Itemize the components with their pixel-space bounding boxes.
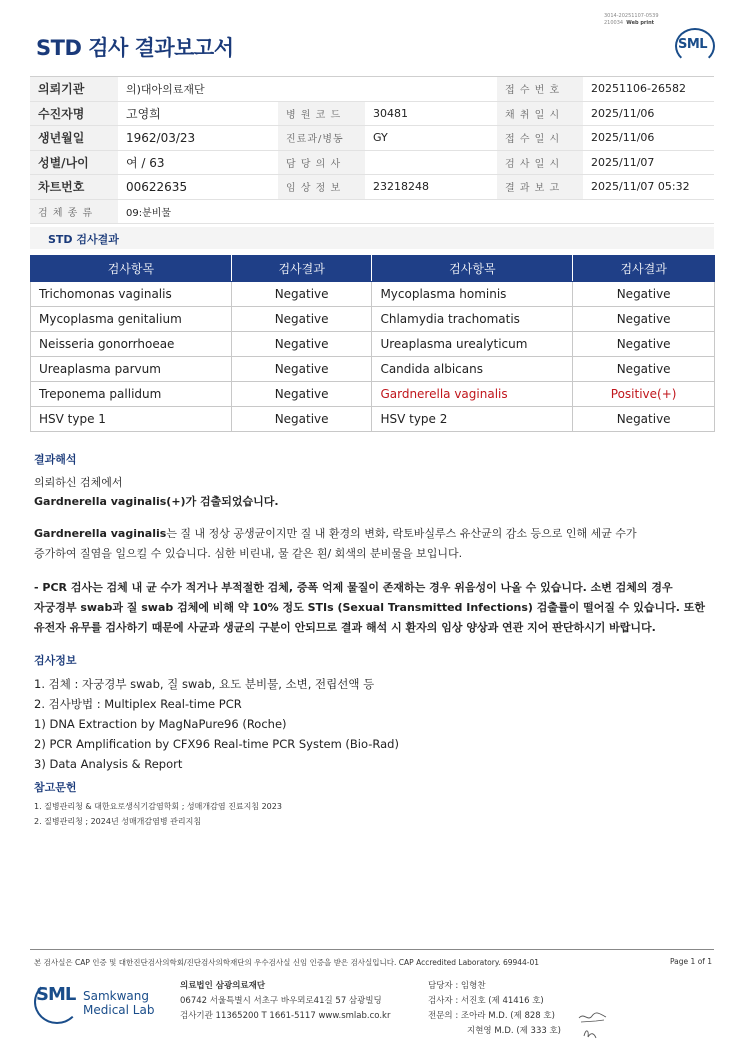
results-header-row (31, 256, 715, 282)
interpretation-paragraph-2 (34, 578, 705, 638)
test-item: Chlamydia trachomatis (372, 307, 573, 332)
col-header-result: 검사결과 (231, 256, 372, 282)
dob-label: 생년월일 (30, 126, 118, 151)
specimen-label: 검 체 종 류 (30, 199, 118, 224)
paragraph-line: - PCR 검사는 검체 내 균 수가 적거나 부적절한 검체, 증폭 억제 물질이 존재하는 경우 위음성이 나올 수 있습니다. 소변 검체의 경우 (34, 581, 673, 594)
info-row (30, 150, 714, 175)
test-result: Negative (231, 357, 372, 382)
test-result: Negative (573, 332, 715, 357)
info-row (30, 175, 714, 200)
patient-info-table (30, 76, 714, 224)
patient-value: 고영희 (118, 101, 278, 126)
page-number: Page 1 of 1 (670, 957, 713, 966)
test-result: Negative (573, 357, 715, 382)
sml-logo (675, 28, 713, 62)
test-item: Trichomonas vaginalis (31, 282, 232, 307)
results-table (30, 255, 715, 432)
paragraph-line (34, 524, 637, 544)
test-result: Negative (231, 282, 372, 307)
table-row (31, 282, 715, 307)
staff-name: 임형찬 (460, 981, 486, 991)
test-item-positive: Gardnerella vaginalis (372, 382, 573, 407)
dob-value: 1962/03/23 (118, 126, 278, 151)
test-item: Ureaplasma urealyticum (372, 332, 573, 357)
print-code-line2 (604, 20, 659, 27)
test-result: Negative (573, 407, 715, 432)
test-info-line: 1) DNA Extraction by MagNaPure96 (Roche) (34, 717, 287, 731)
specialist-name-1: 조아라 M.D. (제 828 호) (460, 1011, 555, 1021)
table-row (31, 407, 715, 432)
chart-label: 차트번호 (30, 175, 118, 200)
report-date-value: 2025/11/07 05:32 (583, 175, 714, 200)
test-result: Negative (231, 307, 372, 332)
table-row (31, 307, 715, 332)
test-item: HSV type 1 (31, 407, 232, 432)
reference-item: 2. 질병관리청 ; 2024년 성매개감염병 관리지침 (34, 817, 202, 826)
doctor-value (365, 150, 497, 175)
requester-value: 의)대아의료재단 (118, 77, 497, 102)
dept-value: GY (365, 126, 497, 151)
test-item: Mycoplasma hominis (372, 282, 573, 307)
test-item: Neisseria gonorrhoeae (31, 332, 232, 357)
test-result: Negative (231, 407, 372, 432)
results-section-header (30, 227, 714, 249)
footer-logo-name (83, 989, 154, 1017)
interpretation-paragraph-1 (34, 524, 637, 564)
test-info-list (34, 674, 399, 774)
collect-date-value: 2025/11/06 (583, 101, 714, 126)
chart-value: 00622635 (118, 175, 278, 200)
interpretation-line1: 의뢰하신 검체에서 (34, 476, 123, 489)
staff-label: 담당자 : (428, 981, 459, 991)
test-item: Mycoplasma genitalium (31, 307, 232, 332)
table-row (31, 357, 715, 382)
tester-row (428, 994, 561, 1009)
logo-text: SML (678, 37, 708, 52)
interpretation-line2: Gardnerella vaginalis(+)가 검출되었습니다. (34, 495, 279, 508)
info-row (30, 126, 714, 151)
hospital-code-value: 30481 (365, 101, 497, 126)
test-info-line: 1. 검체 : 자궁경부 swab, 질 swab, 요도 분비물, 소변, 전립선액 등 (34, 677, 375, 691)
hospital-code-label: 병 원 코 드 (278, 101, 365, 126)
test-info-line: 2. 검사방법 : Multiplex Real-time PCR (34, 697, 242, 711)
specialist-label: 전문의 : (428, 1011, 459, 1021)
info-row (30, 101, 714, 126)
paragraph-text: 는 질 내 정상 공생균이지만 질 내 환경의 변화, 락토바실루스 유산균의 감소 등으로 인해 세균 수가 (166, 527, 637, 540)
print-code-number: 210034 (604, 20, 624, 26)
test-result: Negative (231, 382, 372, 407)
clinical-value: 23218248 (365, 175, 497, 200)
paragraph-line: 증가하여 질염을 일으킬 수 있습니다. 심한 비린내, 물 같은 흰/ 회색의 분비물을 보입니다. (34, 547, 463, 560)
footer-divider (30, 949, 714, 950)
test-result: Negative (573, 282, 715, 307)
test-result: Negative (231, 332, 372, 357)
report-title: STD 검사 결과보고서 (36, 36, 234, 60)
references-list (34, 799, 282, 829)
accession-label: 접 수 번 호 (497, 77, 583, 102)
tester-name: 서진호 (제 41416 호) (460, 996, 544, 1006)
test-item: HSV type 2 (372, 407, 573, 432)
logo-name-line1: Samkwang (83, 989, 149, 1003)
signature-image (576, 1008, 610, 1042)
col-header-item: 검사항목 (372, 256, 573, 282)
collect-date-label: 채 취 일 시 (497, 101, 583, 126)
col-header-result: 검사결과 (573, 256, 715, 282)
org-name: 의료법인 삼광의료재단 (180, 981, 266, 991)
org-info (180, 979, 390, 1024)
accession-value: 20251106-26582 (583, 77, 714, 102)
test-info-line: 2) PCR Amplification by CFX96 Real-time PCR System (Bio-Rad) (34, 737, 399, 751)
logo-name-line2: Medical Lab (83, 1003, 155, 1017)
staff-row (428, 979, 561, 994)
web-print-label: Web print (626, 20, 655, 26)
sex-age-value: 여 / 63 (118, 150, 278, 175)
info-row (30, 77, 714, 102)
info-row (30, 199, 714, 224)
requester-label: 의뢰기관 (30, 77, 118, 102)
col-header-item: 검사항목 (31, 256, 232, 282)
tester-label: 검사자 : (428, 996, 459, 1006)
accreditation-note: 본 검사실은 CAP 인증 및 대한진단검사의학회/진단검사의학재단의 우수검사실 신임 인증을 받은 검사실입니다. CAP Accredited Laboratory. 69944-01 (34, 958, 540, 967)
table-row (31, 332, 715, 357)
specimen-value: 09:분비물 (118, 199, 714, 224)
specialist-row (428, 1009, 561, 1024)
test-item: Candida albicans (372, 357, 573, 382)
doctor-label: 담 당 의 사 (278, 150, 365, 175)
test-result: Negative (573, 307, 715, 332)
staff-info (428, 979, 561, 1039)
test-item: Ureaplasma parvum (31, 357, 232, 382)
test-info-line: 3) Data Analysis & Report (34, 757, 183, 771)
references-title: 참고문헌 (34, 781, 77, 794)
paragraph-line: 유전자 유무를 검사하기 때문에 사균과 생균의 구분이 안되므로 결과 해석 시 환자의 임상 양상과 연관 지어 판단하시기 바랍니다. (34, 621, 656, 634)
test-item: Treponema pallidum (31, 382, 232, 407)
sex-age-label: 성별/나이 (30, 150, 118, 175)
test-info-title: 검사정보 (34, 654, 77, 667)
paragraph-line: 자궁경부 swab과 질 swab 검체에 비해 약 10% 정도 STIs (Sexual Transmitted Infections) 검출률이 떨어질 수 있습니다. 또한 (34, 601, 706, 614)
print-code-line1: 3014-20251107-0539 (604, 13, 659, 19)
organism-name: Gardnerella vaginalis (34, 527, 167, 540)
interpretation-title: 결과해석 (34, 453, 77, 466)
reference-item: 1. 질병관리청 & 대한요로생식기감염학회 ; 성매개감염 진료지침 2023 (34, 802, 282, 811)
results-section-title: STD 검사결과 (48, 233, 119, 246)
footer-logo-mark: SML (36, 984, 76, 1005)
receive-date-label: 접 수 일 시 (497, 126, 583, 151)
receive-date-value: 2025/11/06 (583, 126, 714, 151)
org-contact: 검사기관 11365200 T 1661-5117 www.smlab.co.kr (180, 1011, 391, 1021)
org-address: 06742 서울특별시 서초구 바우뫼로41길 57 삼광빌딩 (180, 996, 382, 1006)
clinical-label: 임 상 정 보 (278, 175, 365, 200)
print-code (604, 13, 659, 27)
patient-label: 수진자명 (30, 101, 118, 126)
table-row (31, 382, 715, 407)
dept-label: 진료과/병동 (278, 126, 365, 151)
report-date-label: 결 과 보 고 (497, 175, 583, 200)
footer-logo (36, 980, 156, 1026)
test-date-label: 검 사 일 시 (497, 150, 583, 175)
test-result-positive: Positive(+) (573, 382, 715, 407)
test-date-value: 2025/11/07 (583, 150, 714, 175)
specialist-row-2: 지현영 M.D. (제 333 호) (467, 1026, 562, 1036)
